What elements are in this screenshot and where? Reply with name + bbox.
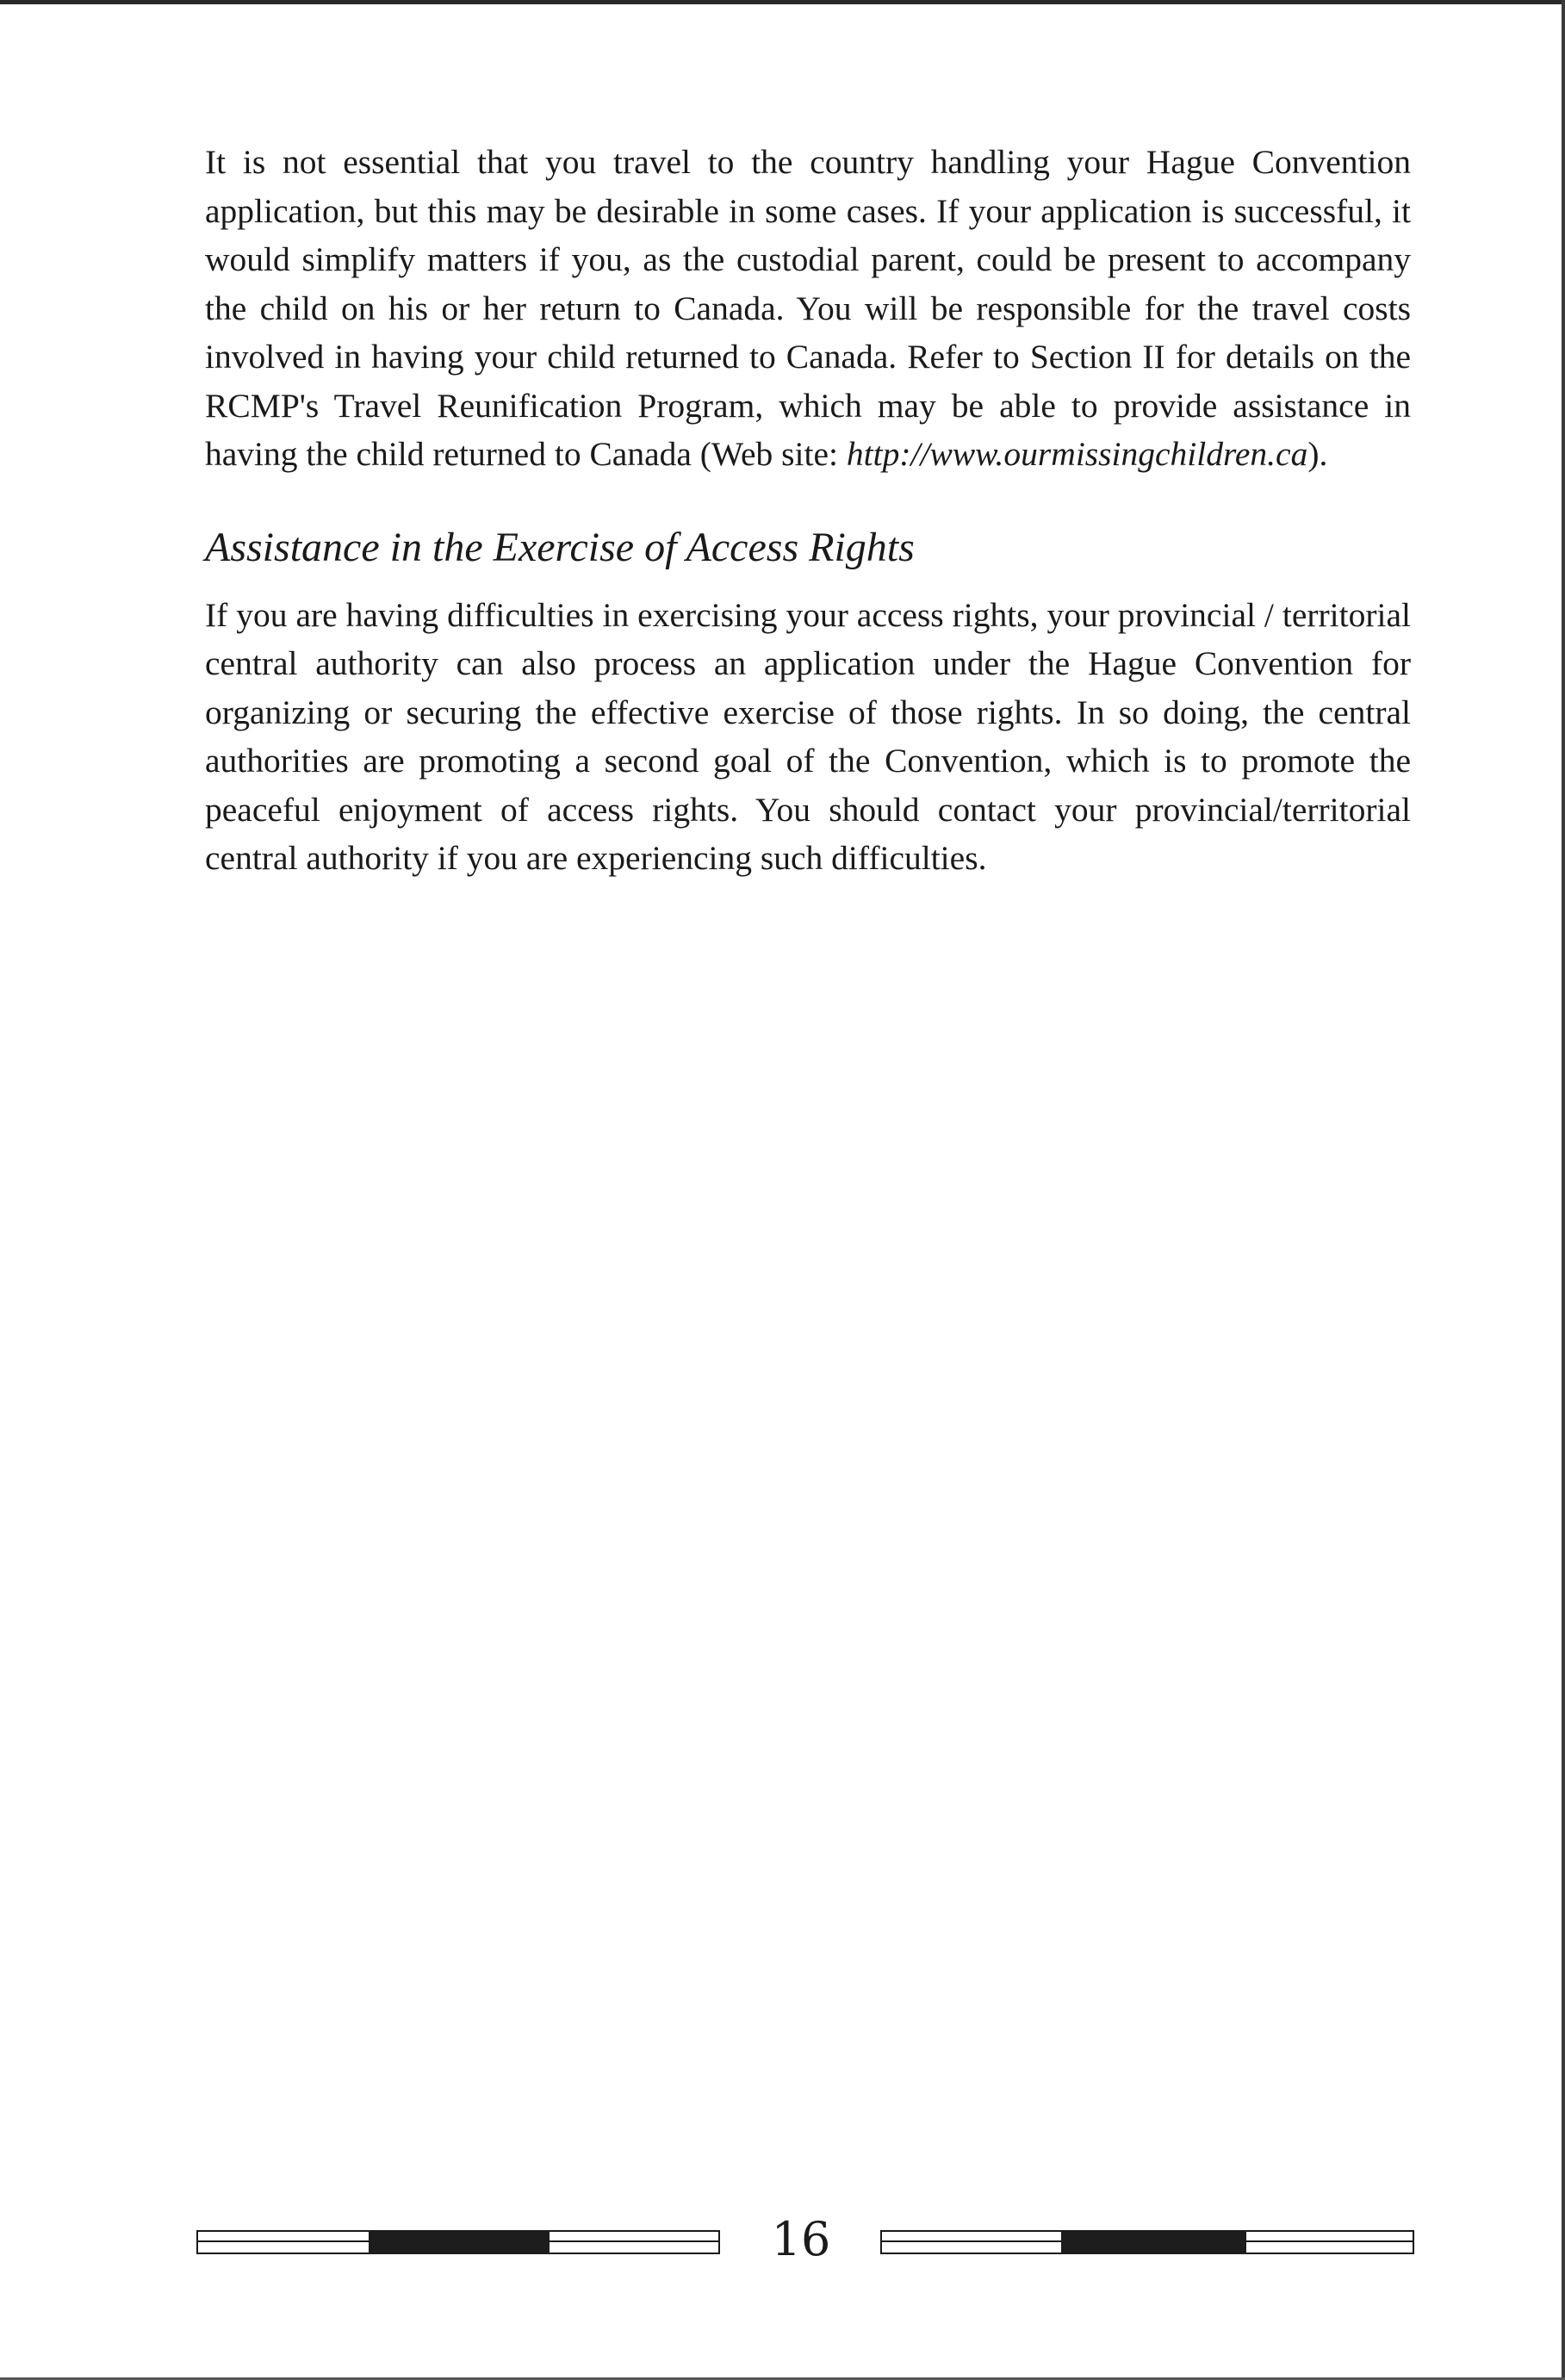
paragraph-travel-end: ). <box>1307 435 1328 473</box>
page-content <box>205 138 1411 883</box>
paragraph-travel-text: It is not essential that you travel to the country handling your Hague Convention application, but this may be desirable in some cases. If your application is successful, it would simplify matters if you, as the custodial parent, could be present to accompany the child on his or her return to Canada. You will be responsible for the travel costs involved in having your child returned to Canada. Refer to Section II for details on the RCMP's Travel Reunification Program, which may be able to provide assistance in having the child returned to Canada (Web site: <box>205 143 1411 473</box>
section-heading-access-rights: Assistance in the Exercise of Access Rights <box>205 524 915 570</box>
page-border-right <box>1562 0 1565 2380</box>
page-footer <box>0 2209 1565 2270</box>
website-link[interactable]: http://www.ourmissingchildren.ca <box>846 435 1308 473</box>
page-number: 16 <box>771 2212 831 2266</box>
paragraph-travel <box>205 138 1411 479</box>
page-border-top <box>0 0 1565 4</box>
footer-rule-right <box>880 2230 1414 2254</box>
footer-rule-left <box>196 2230 720 2254</box>
paragraph-access-rights: If you are having difficulties in exercising your access rights, your provincial / territorial central authority can also process an application under the Hague Convention for organizing or securing the effective exercise of those rights. In so doing, the central authorities are promoting a second goal of the Convention, which is to promote the peaceful enjoyment of access rights. You should contact your provincial/territorial central authority if you are experiencing such difficulties. <box>205 595 1411 877</box>
